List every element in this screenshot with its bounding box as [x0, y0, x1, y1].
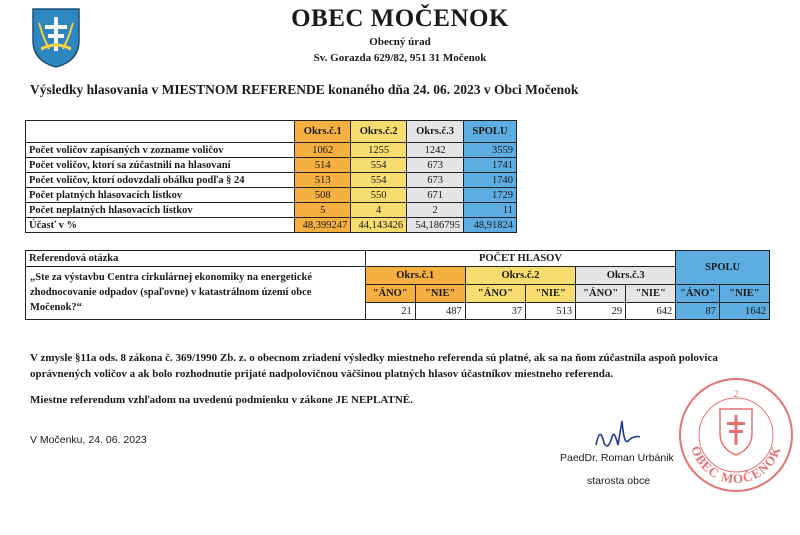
summary-cell: 48,91824: [464, 218, 517, 233]
summary-cell: 513: [295, 173, 351, 188]
summary-row-label: Počet voličov, ktorí odovzdali obálku podľa § 24: [26, 173, 295, 188]
summary-cell: 5: [295, 203, 351, 218]
summary-col-header: Okrs.č.2: [351, 121, 407, 143]
office-address: Sv. Gorazda 629/82, 951 31 Močenok: [313, 52, 487, 64]
spolu-header: SPOLU: [676, 251, 770, 285]
summary-cell: 1242: [407, 143, 464, 158]
nie-header: "NIE": [626, 285, 676, 303]
summary-cell: 1062: [295, 143, 351, 158]
ano-header: "ÁNO": [576, 285, 626, 303]
page-title: OBEC MOČENOK: [291, 5, 509, 32]
summary-cell: 550: [351, 188, 407, 203]
summary-row: [26, 203, 517, 218]
place-date: V Močenku, 24. 06. 2023: [30, 434, 147, 446]
vote-count: 642: [626, 303, 676, 320]
signatory-name: PaedDr. Roman Urbánik: [560, 452, 674, 464]
summary-corner: [26, 121, 295, 143]
stamp-text: OBEC MOČENOK: [688, 443, 784, 487]
summary-cell: 514: [295, 158, 351, 173]
summary-row-label: Počet neplatných hlasovacích lístkov: [26, 203, 295, 218]
summary-row: [26, 188, 517, 203]
vote-count: 21: [365, 303, 415, 320]
summary-cell: 1740: [464, 173, 517, 188]
summary-cell: 1729: [464, 188, 517, 203]
summary-row: [26, 173, 517, 188]
office-name: Obecný úrad: [369, 36, 431, 48]
signatory-role: starosta obce: [587, 475, 651, 487]
ano-header: "ÁNO": [465, 285, 525, 303]
summary-col-header: SPOLU: [464, 121, 517, 143]
summary-cell: 554: [351, 158, 407, 173]
summary-cell: 3559: [464, 143, 517, 158]
summary-cell: 44,143426: [351, 218, 407, 233]
ano-header: "ÁNO": [365, 285, 415, 303]
legal-paragraph: V zmysle §11a ods. 8 zákona č. 369/1990 Zb. z. o obecnom zriadení výsledky miestneho referenda sú platné, ak sa na ňom zúčastnila aspoň polovica oprávnených voličov a ak bolo rozhodnutie prijaté nadpolovičnou väčšinou platných hlasov účastníkov miestneho referenda.: [30, 352, 718, 380]
votes-table: [25, 250, 770, 320]
summary-col-header: Okrs.č.3: [407, 121, 464, 143]
summary-cell: 4: [351, 203, 407, 218]
summary-cell: 1741: [464, 158, 517, 173]
ano-header: "ÁNO": [676, 285, 720, 303]
summary-cell: 671: [407, 188, 464, 203]
question-text: „Ste za výstavbu Centra cirkulárnej ekonomiky na energetické zhodnocovanie odpadov (spaľovne) v katastrálnom území obce Močenok?“: [26, 267, 366, 320]
summary-row-label: Počet voličov, ktorí sa zúčastnili na hlasovaní: [26, 158, 295, 173]
summary-cell: 554: [351, 173, 407, 188]
vote-count: 29: [576, 303, 626, 320]
vote-count: 1642: [719, 303, 769, 320]
nie-header: "NIE": [415, 285, 465, 303]
signature-icon: [588, 415, 648, 457]
summary-col-header: Okrs.č.1: [295, 121, 351, 143]
summary-cell: 673: [407, 158, 464, 173]
summary-cell: 508: [295, 188, 351, 203]
district-header: Okrs.č.3: [576, 267, 676, 285]
summary-table: [25, 120, 517, 233]
summary-cell: 1255: [351, 143, 407, 158]
summary-row: [26, 143, 517, 158]
summary-row-label: Počet voličov zapísaných v zozname voličov: [26, 143, 295, 158]
summary-row-label: Počet platných hlasovacích lístkov: [26, 188, 295, 203]
district-header: Okrs.č.1: [365, 267, 465, 285]
result-statement: Miestne referendum vzhľadom na uvedenú podmienku v zákone JE NEPLATNÉ.: [30, 394, 413, 406]
summary-row: [26, 218, 517, 233]
stamp-number: 2: [733, 389, 739, 400]
summary-cell: 11: [464, 203, 517, 218]
pocet-hlasov-header: POČET HLASOV: [365, 251, 676, 267]
summary-cell: 673: [407, 173, 464, 188]
nie-header: "NIE": [719, 285, 769, 303]
summary-cell: 48,399247: [295, 218, 351, 233]
summary-row-label: Účasť v %: [26, 218, 295, 233]
district-header: Okrs.č.2: [465, 267, 575, 285]
results-heading: Výsledky hlasovania v MIESTNOM REFERENDE konaného dňa 24. 06. 2023 v Obci Močenok: [30, 82, 579, 97]
summary-row: [26, 158, 517, 173]
official-stamp-icon: [676, 375, 796, 495]
summary-cell: 54,186795: [407, 218, 464, 233]
question-label: Referendová otázka: [26, 251, 366, 267]
vote-count: 513: [526, 303, 576, 320]
nie-header: "NIE": [526, 285, 576, 303]
vote-count: 37: [465, 303, 525, 320]
vote-count: 87: [676, 303, 720, 320]
summary-cell: 2: [407, 203, 464, 218]
vote-count: 487: [415, 303, 465, 320]
